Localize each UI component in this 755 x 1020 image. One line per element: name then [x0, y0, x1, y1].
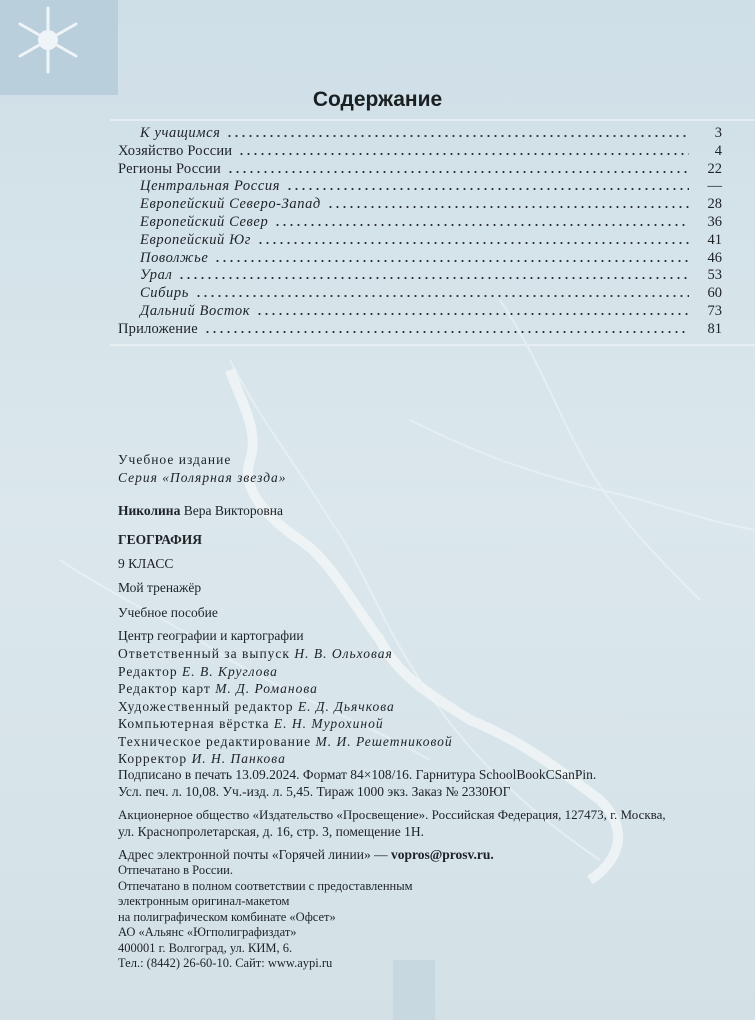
credit-name: Е. В. Круглова	[181, 663, 278, 679]
printed-line: Тел.: (8442) 26-60-10. Сайт: www.aypi.ru	[118, 956, 333, 970]
toc-item-page: 73	[707, 303, 722, 319]
toc-item[interactable]	[0, 160, 755, 178]
toc-item-label: Урал	[140, 267, 173, 284]
toc-item[interactable]	[0, 231, 755, 249]
credit-line	[118, 680, 318, 697]
toc-item[interactable]	[0, 124, 755, 142]
credit-line	[118, 750, 286, 767]
toc-item[interactable]	[0, 213, 755, 231]
toc-item-page: 81	[707, 320, 722, 337]
credit-role: Художественный редактор	[118, 698, 294, 714]
printed-line: Отпечатано в полном соответствии с предоставленным	[118, 878, 413, 893]
credit-role: Редактор карт	[118, 681, 211, 696]
toc-leader-dots	[327, 205, 689, 209]
toc-item-page: 22	[707, 160, 722, 177]
toc-item[interactable]	[0, 177, 755, 195]
toc-item-page: 28	[707, 196, 722, 213]
credit-name: Е. Н. Мурохиной	[273, 716, 384, 731]
publisher-line-2: ул. Краснопролетарская, д. 16, стр. 3, помещение 1Н.	[118, 824, 424, 839]
toc-item-label: Хозяйство России	[118, 142, 233, 159]
edition-type: Учебное издание	[118, 452, 232, 467]
toc-item[interactable]	[0, 284, 755, 302]
toc-item[interactable]	[0, 302, 755, 320]
subject: ГЕОГРАФИЯ	[118, 532, 202, 547]
toc-leader-dots	[204, 330, 689, 334]
author-surname: Николина	[118, 503, 181, 518]
credit-name: М. И. Решетниковой	[315, 733, 453, 749]
toc-item[interactable]	[0, 249, 755, 267]
toc-leader-dots	[238, 152, 689, 156]
hotline	[118, 846, 494, 863]
author	[118, 502, 283, 519]
credit-role: Редактор	[118, 663, 178, 679]
print-line-2: Усл. печ. л. 10,08. Уч.-изд. л. 5,45. Тираж 1000 экз. Заказ № 2330ЮГ	[118, 784, 511, 799]
credit-role: Ответственный за выпуск	[118, 646, 290, 661]
printed-line: на полиграфическом комбинате «Офсет»	[118, 909, 336, 924]
credit-name: Н. В. Ольховая	[294, 646, 393, 661]
page-title: Содержание	[312, 88, 443, 111]
author-given: Вера Викторовна	[183, 503, 284, 518]
toc-item-page: 41	[707, 231, 722, 248]
toc-item-label: Поволжье	[140, 249, 209, 266]
toc-leader-dots	[226, 134, 689, 138]
credit-line	[118, 645, 393, 662]
toc-item-page: 3	[714, 125, 722, 141]
publisher-line-1: Акционерное общество «Издательство «Просвещение». Российская Федерация, 127473, г. Москва,	[118, 807, 666, 822]
credit-role: Компьютерная вёрстка	[118, 716, 270, 731]
printed-line: электронным оригинал-макетом	[118, 894, 290, 908]
book-type: Учебное пособие	[118, 605, 218, 620]
toc-item-label: Дальний Восток	[140, 303, 251, 319]
toc-leader-dots	[195, 294, 689, 298]
toc-item-page: —	[707, 178, 722, 195]
toc-item-label: Регионы России	[118, 160, 221, 177]
series: Серия «Полярная звезда»	[118, 470, 287, 485]
toc-item-page: 46	[707, 249, 722, 266]
print-line-1: Подписано в печать 13.09.2024. Формат 84×108/16. Гарнитура SchoolBookCSanPin.	[118, 767, 597, 782]
credit-name: Е. Д. Дьячкова	[297, 698, 395, 714]
toc-item-label: Европейский Юг	[140, 231, 251, 248]
toc-item-label: Сибирь	[140, 285, 189, 302]
toc-leader-dots	[256, 312, 689, 316]
toc-item-label: Европейский Северо-Запад	[140, 196, 321, 213]
toc-item-page: 36	[707, 214, 722, 230]
printed-line: АО «Альянс «Югполиграфиздат»	[118, 925, 297, 939]
printed-line: 400001 г. Волгоград, ул. КИМ, 6.	[118, 940, 293, 955]
toc-item[interactable]	[0, 195, 755, 213]
toc-item-label: Европейский Север	[140, 214, 269, 230]
toc-leader-dots	[274, 223, 689, 227]
toc-leader-dots	[227, 170, 689, 174]
toc-item-page: 60	[707, 285, 722, 302]
hotline-prefix: Адрес электронной почты «Горячей линии» —	[118, 847, 388, 862]
credit-line	[118, 663, 278, 680]
toc-leader-dots	[178, 276, 689, 280]
toc-leader-dots	[286, 187, 689, 191]
printed-line: Отпечатано в России.	[118, 863, 233, 877]
credit-name: И. Н. Панкова	[191, 751, 286, 766]
book-title: Мой тренажёр	[118, 580, 202, 595]
toc-item[interactable]	[0, 320, 755, 338]
credit-name: М. Д. Романова	[215, 681, 318, 696]
toc-item-label: Приложение	[118, 320, 198, 337]
toc-item-page: 53	[707, 267, 722, 284]
credit-line	[118, 698, 395, 715]
credit-role: Техническое редактирование	[118, 733, 312, 749]
toc-item-label: Центральная Россия	[140, 178, 281, 195]
hotline-email-link[interactable]: vopros@prosv.ru.	[390, 847, 494, 862]
toc-item[interactable]	[0, 266, 755, 284]
credit-line	[118, 715, 384, 732]
credit-line	[118, 733, 453, 750]
credit-role: Корректор	[118, 751, 188, 766]
grade: 9 КЛАСС	[118, 556, 174, 571]
toc-leader-dots	[257, 241, 689, 245]
center: Центр географии и картографии	[118, 628, 304, 643]
toc-item-page: 4	[714, 142, 722, 159]
toc-item[interactable]	[0, 142, 755, 160]
toc-item-label: К учащимся	[140, 125, 221, 141]
toc-leader-dots	[214, 259, 689, 263]
